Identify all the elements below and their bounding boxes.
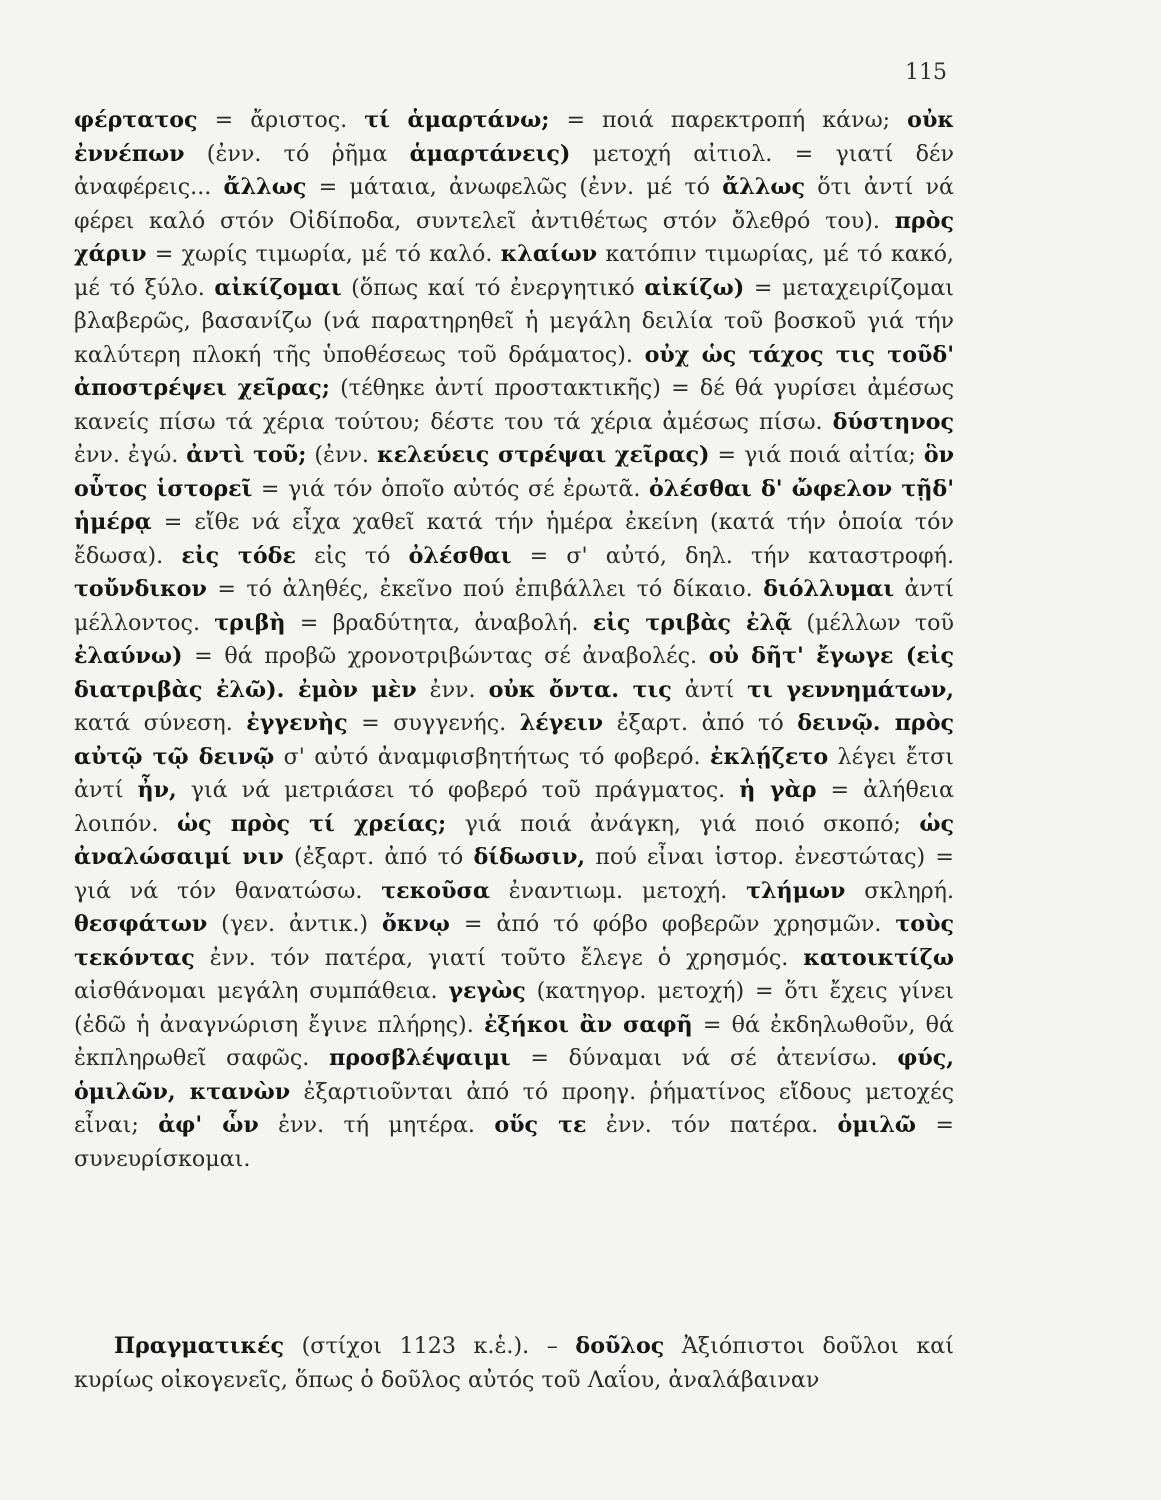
lemma-term: θεσφάτων bbox=[74, 911, 208, 937]
gloss-text: ἐνν. τή μητέρα. bbox=[258, 1112, 495, 1138]
lemma-term: τριβὴ bbox=[214, 609, 286, 636]
gloss-text: = εἴθε νά εἶχα χαθεῖ κατά τήν ἡμέρα ἐκείνη (κατά τήν ὁποία τόν ἔδωσα). bbox=[74, 509, 954, 569]
gloss-text: σ' αὐτό ἀναμφισβητήτως τό φοβερό. bbox=[274, 743, 710, 770]
gloss-text: ἐναντιωμ. μετοχή. bbox=[489, 877, 747, 904]
lemma-term: ἐκλῄζετο bbox=[709, 743, 829, 770]
gloss-text: (τέθηκε ἀντί προστακτικῆς) = δέ θά γυρίσει ἀμέσως κανείς πίσω τά χέρια τούτου; δέστε του τά χέρια ἀμέσως πίσω. bbox=[74, 375, 954, 435]
gloss-text: (ἐξαρτ. ἀπό τό bbox=[283, 844, 474, 870]
lemma-term: οὐκ ὄντα. τις bbox=[488, 676, 672, 703]
lemma-term: ἄλλως bbox=[223, 174, 307, 200]
lemma-term: δύστηνος bbox=[832, 408, 954, 435]
lemma-term: οὐχ ὡς τάχος τις τοῦδ' ἀποστρέψει χεῖρας; bbox=[74, 341, 954, 401]
gloss-text: = συνευρίσκομαι. bbox=[74, 1112, 954, 1172]
lemma-term: ὀλέσθαι δ' ὤφελον τῇδ' ἡμέρᾳ bbox=[74, 475, 955, 535]
gloss-text: = συγγενής. bbox=[347, 710, 520, 736]
lemma-term: κατοικτίζω bbox=[803, 944, 954, 971]
lemma-term: κελεύεις στρέψαι χεῖρας) bbox=[377, 442, 710, 468]
gloss-text: ὅτι ἀντί νά φέρει καλό στόν Οἰδίποδα, συντελεῖ ἀντιθέτως στόν ὄλεθρό του). bbox=[74, 174, 954, 234]
gloss-text: = θά ἐκδηλωθοῦν, θά ἐκπληρωθεῖ σαφῶς. bbox=[74, 1011, 955, 1071]
gloss-text: = βραδύτητα, ἀναβολή. bbox=[285, 609, 593, 636]
lemma-term: προσβλέψαιμι bbox=[329, 1045, 511, 1071]
lemma-term: ἁμαρτάνεις) bbox=[409, 140, 571, 167]
lemma-term: ἐξήκοι ἂν σαφῆ bbox=[483, 1011, 693, 1038]
lemma-term: τοὺς τεκόντας bbox=[74, 911, 954, 971]
gloss-text: γιά νά μετριάσει τό φοβερό τοῦ πράγματος. bbox=[176, 777, 740, 803]
gloss-text: (ἐνν. τό ῥῆμα bbox=[184, 140, 410, 167]
page-number: 115 bbox=[905, 60, 947, 85]
gloss-text: (γεν. ἀντικ.) bbox=[207, 911, 382, 937]
gloss-text: (ἐνν. bbox=[306, 442, 377, 468]
lemma-term: τοὔνδικον bbox=[74, 576, 207, 602]
lemma-term: ἡ γὰρ bbox=[739, 777, 817, 803]
lemma-term: ἐλαύνω) bbox=[74, 643, 183, 669]
lemma-term: ὁμιλῶ bbox=[837, 1112, 917, 1138]
lemma-term: δεινῷ. πρὸς αὐτῷ τῷ δεινῷ bbox=[74, 710, 954, 770]
gloss-text: (στίχοι 1123 κ.ἑ.). – bbox=[284, 1333, 576, 1359]
lemma-term: Πραγματικές bbox=[114, 1333, 285, 1359]
gloss-text: ἐνν. τόν πατέρα. bbox=[586, 1112, 838, 1138]
gloss-text: = ἀλήθεια λοιπόν. bbox=[74, 777, 954, 837]
lemma-term: διόλλυμαι bbox=[763, 576, 895, 602]
gloss-text: = μεταχειρίζομαι βλαβερῶς, βασανίζω (νά παρατηρηθεῖ ἡ μεγάλη δειλία τοῦ βοσκοῦ γιά τήν καλύτερη πλοκή τῆς ὑποθέσεως τοῦ δράματος). bbox=[74, 274, 954, 368]
gloss-text: = δύναμαι νά σέ ἀτενίσω. bbox=[510, 1045, 898, 1071]
lemma-term: πρὸς χάριν bbox=[74, 207, 954, 267]
lemma-term: ἄλλως bbox=[722, 174, 806, 200]
lemma-term: ὡς ἀναλώσαιμί νιν bbox=[74, 810, 955, 870]
lemma-term: τί ἁμαρτάνω; bbox=[364, 107, 550, 133]
gloss-text: πού εἶναι ἱστορ. ἐνεστώτας) = γιά νά τόν θανατώσω. bbox=[74, 844, 955, 904]
gloss-text: = μάταια, ἀνωφελῶς (ἐνν. μέ τό bbox=[306, 174, 723, 200]
lemma-term: ὃν οὗτος ἱστορεῖ bbox=[74, 442, 955, 502]
gloss-text: Ἀξιόπιστοι δοῦλοι καί κυρίως οἰκογενεῖς, ὅπως ὁ δοῦλος αὐτός τοῦ Λαΐου, ἀναλάβαιναν bbox=[74, 1333, 954, 1393]
lemma-term: κλαίων bbox=[500, 241, 598, 267]
gloss-text: = γιά ποιά αἰτία; bbox=[709, 442, 924, 468]
lemma-term: οὐκ ἐννέπων bbox=[74, 107, 954, 167]
lemma-term: ἀντὶ τοῦ; bbox=[186, 442, 307, 468]
gloss-text: ἐνν. τόν πατέρα, γιατί τοῦτο ἔλεγε ὁ χρησμός. bbox=[194, 944, 804, 971]
gloss-text: ἐνν. ἐγώ. bbox=[74, 442, 187, 468]
gloss-text: = χωρίς τιμωρία, μέ τό καλό. bbox=[146, 241, 501, 267]
gloss-text: (μέλλων τοῦ bbox=[792, 609, 954, 636]
section-paragraph bbox=[74, 1330, 954, 1397]
lemma-term: τλήμων bbox=[746, 877, 846, 904]
gloss-text: = ποιά παρεκτροπή κάνω; bbox=[549, 107, 908, 133]
lemma-term: φέρτατος bbox=[74, 107, 198, 133]
gloss-text: γιά ποιά ἀνάγκη, γιά ποιό σκοπό; bbox=[446, 810, 920, 837]
gloss-text: = ἄριστος. bbox=[197, 107, 365, 133]
lemma-term: τεκοῦσα bbox=[381, 877, 490, 904]
lemma-term: δοῦλος bbox=[575, 1333, 665, 1359]
gloss-text: μετοχή αἰτιολ. = γιατί δέν ἀναφέρεις... bbox=[74, 140, 954, 200]
lemma-term: δίδωσιν, bbox=[473, 844, 586, 870]
lemma-term: οὕς τε bbox=[494, 1112, 587, 1138]
gloss-text: = θά προβῶ χρονοτριβώντας σέ ἀναβολές. bbox=[182, 643, 709, 669]
lemma-term: γεγὼς bbox=[448, 978, 526, 1004]
gloss-text: κατόπιν τιμωρίας, μέ τό κακό, μέ τό ξύλο. bbox=[74, 241, 954, 301]
gloss-text: ἐξαρτ. ἀπό τό bbox=[603, 710, 798, 736]
lemma-term: αἰκίζω) bbox=[644, 274, 745, 301]
lemma-term: εἰς τριβὰς ἐλᾷ bbox=[592, 609, 793, 636]
gloss-text: = τό ἀληθές, ἐκεῖνο πού ἐπιβάλλει τό δίκαιο. bbox=[206, 576, 764, 602]
gloss-text: = ἀπό τό φόβο φοβερῶν χρησμῶν. bbox=[449, 911, 896, 937]
gloss-text: = σ' αὐτό, δηλ. τήν καταστροφή. bbox=[511, 542, 954, 569]
lemma-term: φύς, ὁμιλῶν, κτανὼν bbox=[74, 1045, 954, 1105]
gloss-text: ἐξαρτιοῦνται ἀπό τό προηγ. ῥήματίνος εἴδους μετοχές εἶναι; bbox=[74, 1078, 954, 1138]
section-block bbox=[74, 1330, 954, 1397]
gloss-text: ἀντί bbox=[671, 676, 748, 703]
lemma-term: αἰκίζομαι bbox=[214, 274, 342, 301]
gloss-text: ἀντί μέλλοντος. bbox=[74, 576, 955, 636]
lemma-term: οὐ δῆτ' ἔγωγε (εἰς διατριβὰς ἐλῶ). ἐμὸν μὲν bbox=[74, 643, 954, 703]
lemma-term: εἰς τόδε bbox=[181, 542, 296, 569]
lemma-term: λέγειν bbox=[519, 710, 604, 736]
gloss-text: αἰσθάνομαι μεγάλη συμπάθεια. bbox=[74, 978, 449, 1004]
gloss-text: σκληρή. bbox=[845, 877, 955, 904]
gloss-text: εἰς τό bbox=[295, 542, 409, 569]
lemma-term: ὡς πρὸς τί χρείας; bbox=[177, 810, 447, 837]
lemma-term: ὀλέσθαι bbox=[408, 542, 512, 569]
lemma-term: ὄκνῳ bbox=[381, 911, 450, 937]
gloss-text: = γιά τόν ὁποῖο αὐτός σέ ἐρωτᾶ. bbox=[252, 475, 649, 502]
gloss-text: λέγει ἔτσι ἀντί bbox=[74, 743, 954, 803]
lemma-term: ἀφ' ὧν bbox=[158, 1112, 259, 1138]
gloss-text: κατά σύνεση. bbox=[74, 710, 247, 736]
lemma-term: ἐγγενὴς bbox=[246, 710, 348, 736]
commentary-block bbox=[74, 104, 954, 1176]
gloss-text: (κατηγορ. μετοχή) = ὅτι ἔχεις γίνει (ἐδῶ ἡ ἀναγνώριση ἔγινε πλήρης). bbox=[74, 978, 954, 1038]
lemma-term: τι γεννημάτων, bbox=[747, 676, 955, 703]
gloss-text: ἐνν. bbox=[416, 676, 489, 703]
lemma-term: ἦν, bbox=[137, 777, 177, 803]
gloss-text: (ὅπως καί τό ἐνεργητικό bbox=[341, 274, 645, 301]
gloss-paragraph bbox=[74, 104, 954, 1176]
